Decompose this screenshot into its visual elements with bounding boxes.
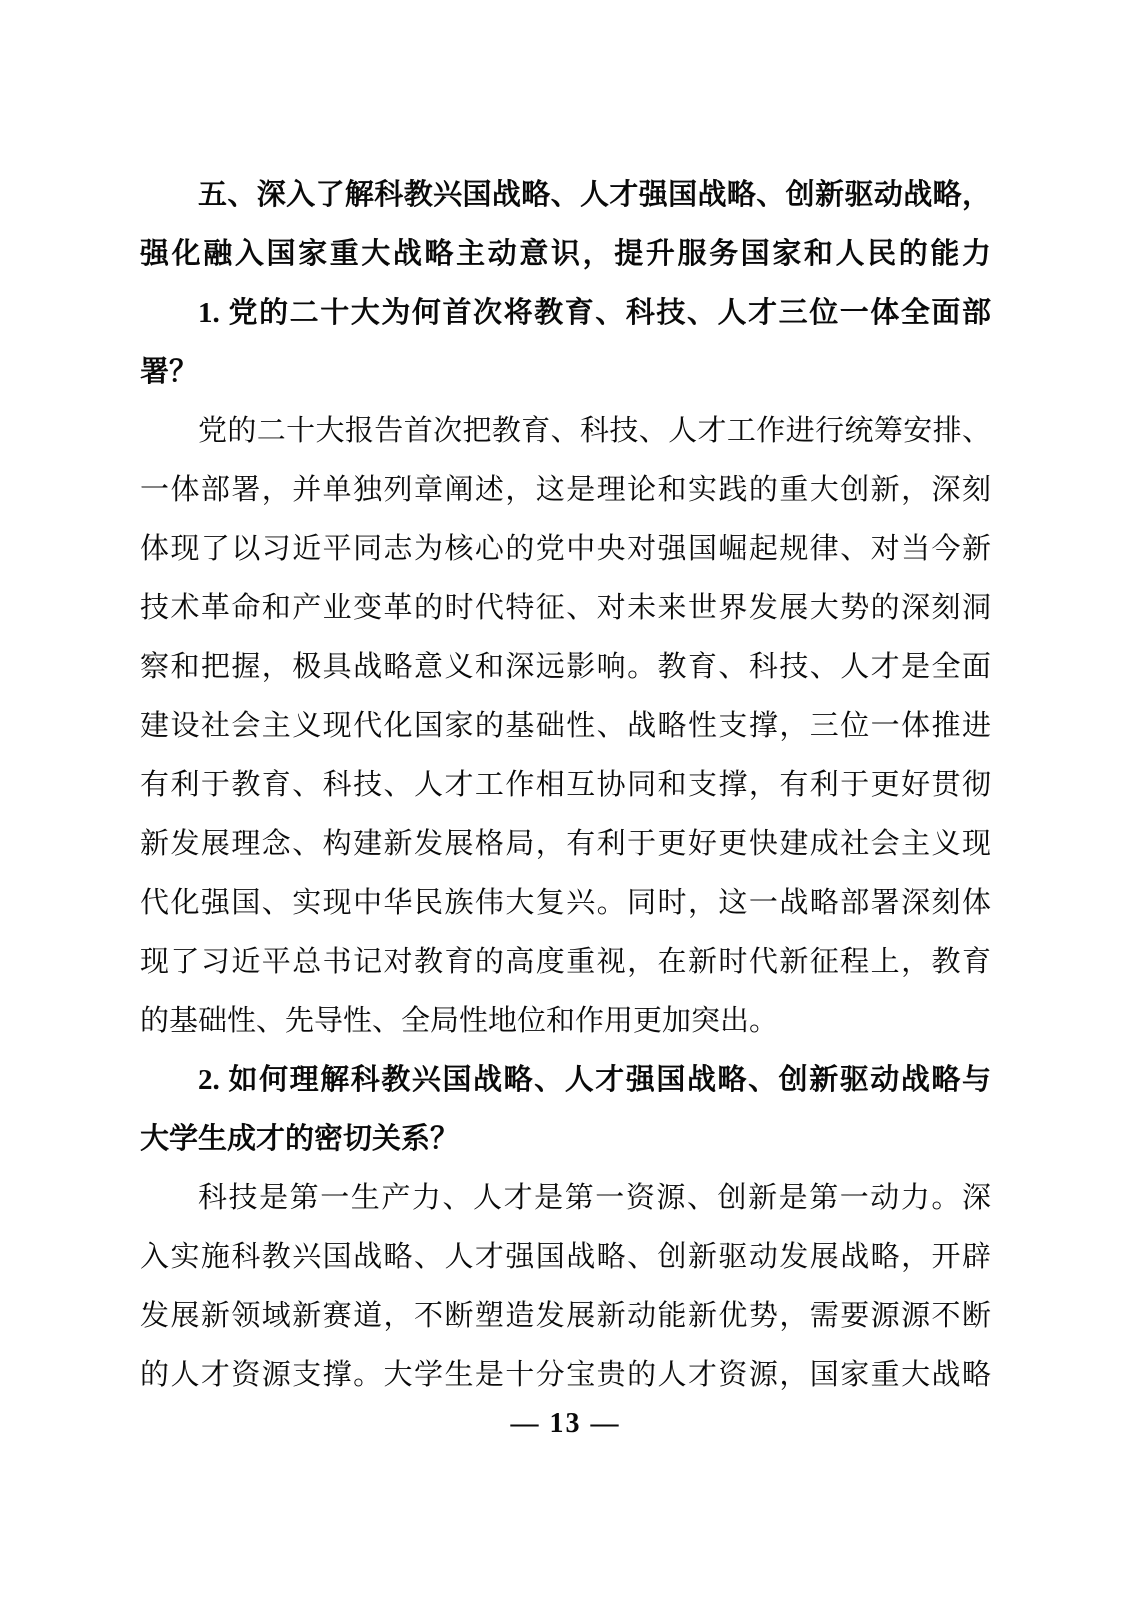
text-line: 五、深入了解科教兴国战略、人才强国战略、创新驱动战略，	[198, 179, 991, 211]
text-line: 体现了以习近平同志为核心的党中央对强国崛起规律、对当今新	[140, 533, 991, 565]
text-line: 一体部署，并单独列章阐述，这是理论和实践的重大创新，深刻	[140, 474, 991, 506]
answer-2-paragraph	[140, 1169, 991, 1405]
text-line: 现了习近平总书记对教育的高度重视，在新时代新征程上，教育	[140, 946, 991, 978]
section-heading	[140, 166, 991, 284]
answer-1-paragraph	[140, 402, 991, 1051]
document-blocks	[140, 166, 991, 1405]
text-line: 大学生成才的密切关系？	[140, 1123, 460, 1155]
text-line: 1. 党的二十大为何首次将教育、科技、人才三位一体全面部	[198, 297, 991, 329]
text-line: 强化融入国家重大战略主动意识，提升服务国家和人民的能力	[140, 238, 991, 270]
text-line: 的人才资源支撑。大学生是十分宝贵的人才资源，国家重大战略	[140, 1359, 991, 1391]
text-line: 入实施科教兴国战略、人才强国战略、创新驱动发展战略，开辟	[140, 1241, 991, 1273]
text-line: 技术革命和产业变革的时代特征、对未来世界发展大势的深刻洞	[140, 592, 991, 624]
page-footer	[0, 1408, 1131, 1440]
text-line: 2. 如何理解科教兴国战略、人才强国战略、创新驱动战略与	[198, 1064, 991, 1096]
text-line: 的基础性、先导性、全局性地位和作用更加突出。	[140, 1005, 779, 1037]
text-line: 代化强国、实现中华民族伟大复兴。同时，这一战略部署深刻体	[140, 887, 991, 919]
text-line: 建设社会主义现代化国家的基础性、战略性支撑，三位一体推进	[140, 710, 991, 742]
text-line: 党的二十大报告首次把教育、科技、人才工作进行统筹安排、	[198, 415, 991, 447]
question-1-heading	[140, 284, 991, 402]
text-line: 察和把握，极具战略意义和深远影响。教育、科技、人才是全面	[140, 651, 991, 683]
question-2-heading	[140, 1051, 991, 1169]
text-line: 科技是第一生产力、人才是第一资源、创新是第一动力。深	[198, 1182, 991, 1214]
page-number: — 13 —	[510, 1408, 621, 1439]
text-line: 新发展理念、构建新发展格局，有利于更好更快建成社会主义现	[140, 828, 991, 860]
text-line: 署？	[140, 356, 199, 388]
text-line: 有利于教育、科技、人才工作相互协同和支撑，有利于更好贯彻	[140, 769, 991, 801]
text-line: 发展新领域新赛道，不断塑造发展新动能新优势，需要源源不断	[140, 1300, 991, 1332]
